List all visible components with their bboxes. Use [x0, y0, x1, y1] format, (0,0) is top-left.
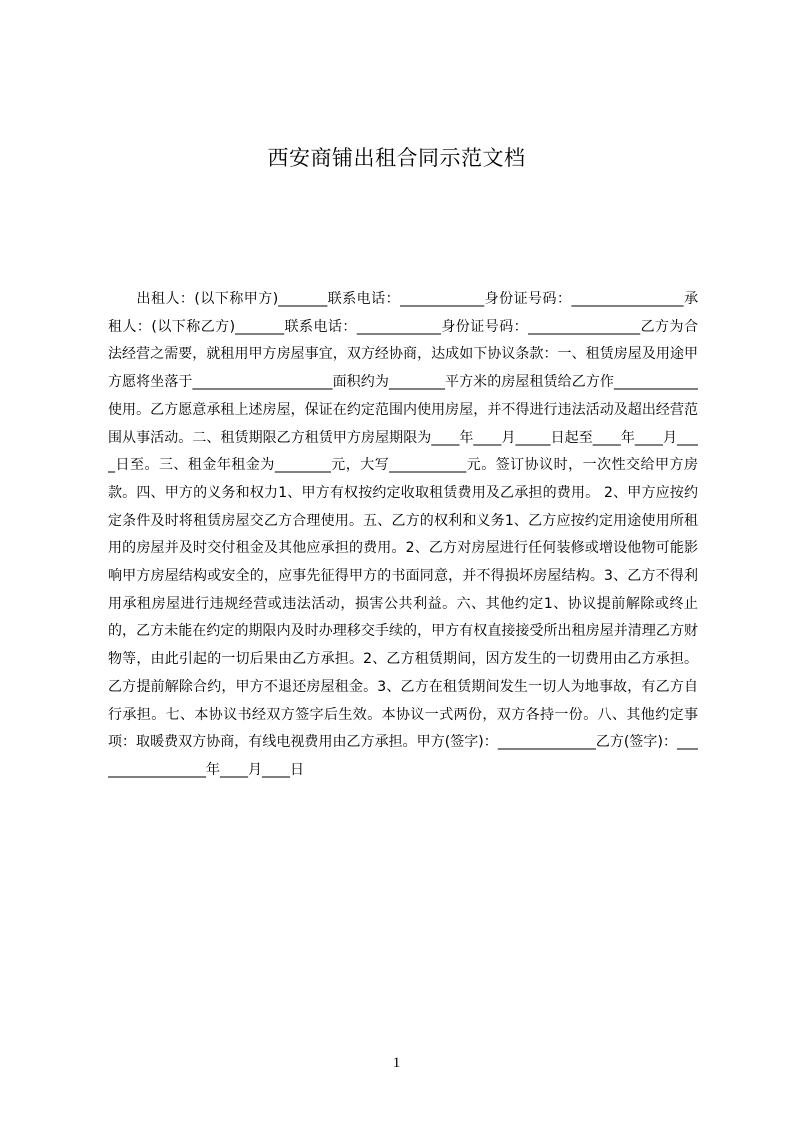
- contract-body: [108, 286, 698, 785]
- page-number: 1: [392, 1055, 401, 1071]
- contract-body-text: 出租人：(以下称甲方)_______联系电话：____________身份证号码：________________承租人：(以下称乙方)_______联系电话：____________身份证号码：________________乙方为合法经营之需要，就租用甲方房屋事宜，双方经协商，达成如下协议条款：一、租赁房屋及用途甲方愿将坐落于____________________面积约为________平方米的房屋租赁给乙方作____________使用。乙方愿意承租上述房屋，保证在约定范围内使用房屋，并不得进行违法活动及超出经营范围从事活动。二、租赁期限乙方租赁甲方房屋期限为____年____月_____日起至____年____月____日至。三、租金年租金为________元，大写___________元。签订协议时，一次性交给甲方房款。四、甲方的义务和权力1、甲方有权按约定收取租赁费用及乙承担的费用。 2、甲方应按约定条件及时将租赁房屋交乙方合理使用。五、乙方的权利和义务1、乙方应按约定用途使用所租用的房屋并及时交付租金及其他应承担的费用。2、乙方对房屋进行任何装修或增设他物可能影响甲方房屋结构或安全的，应事先征得甲方的书面同意，并不得损坏房屋结构。3、乙方不得利用承租房屋进行违规经营或违法活动，损害公共利益。六、其他约定1、协议提前解除或终止的，乙方未能在约定的期限内及时办理移交手续的，甲方有权直接接受所出租房屋并清理乙方财物等，由此引起的一切后果由乙方承担。2、乙方租赁期间，因方发生的一切费用由乙方承担。乙方提前解除合约，甲方不退还房屋租金。3、乙方在租赁期间发生一切人为地事故，有乙方自行承担。七、本协议书经双方签字后生效。本协议一式两份，双方各持一份。八、其他约定事项：取暖费双方协商，有线电视费用由乙方承担。甲方(签字)：______________乙方(签字)：_________________年____月____日: [108, 291, 698, 778]
- document-title: 西安商铺出租合同示范文档: [267, 146, 526, 170]
